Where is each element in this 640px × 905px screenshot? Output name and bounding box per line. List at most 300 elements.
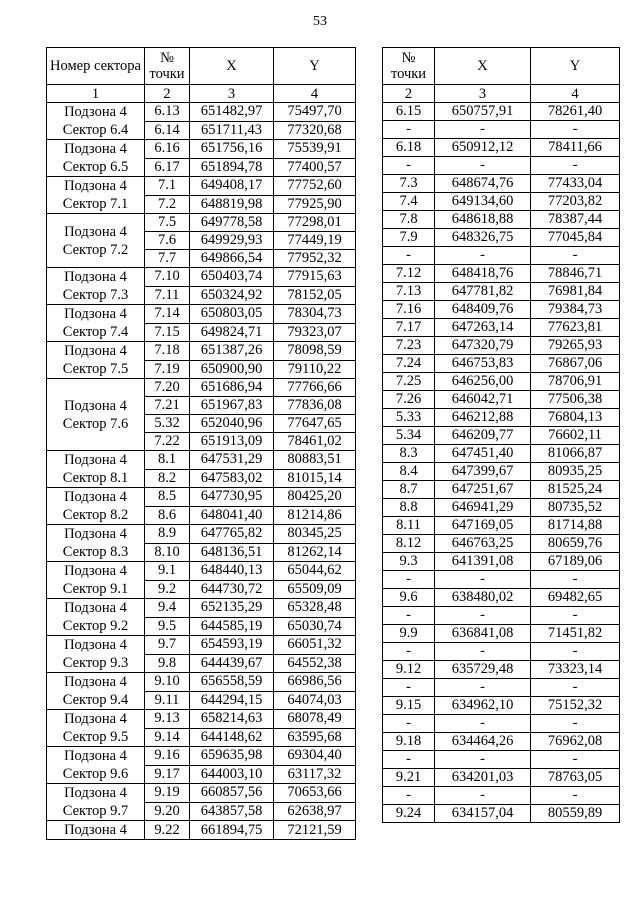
point-number-cell: 7.21 <box>145 397 190 415</box>
x-coordinate-cell: 660857,56 <box>190 784 274 803</box>
y-coordinate-cell: 65044,62 <box>274 562 356 581</box>
y-coordinate-cell: - <box>531 787 620 805</box>
sector-name-line: Подзона 4 <box>64 269 127 285</box>
y-coordinate-cell: 71451,82 <box>531 625 620 643</box>
x-coordinate-cell: 651387,26 <box>190 342 274 361</box>
x-coordinate-cell: 651482,97 <box>190 103 274 122</box>
sector-name-cell <box>47 103 145 140</box>
y-coordinate-cell: 65509,09 <box>274 580 356 599</box>
point-number-cell: 8.3 <box>383 445 435 463</box>
y-coordinate-cell: 76962,08 <box>531 733 620 751</box>
y-coordinate-cell: 77925,90 <box>274 195 356 214</box>
table-row <box>47 784 356 803</box>
x-coordinate-cell: 644439,67 <box>190 654 274 673</box>
point-number-cell: - <box>383 121 435 139</box>
sector-name-line: Подзона 4 <box>64 637 127 653</box>
y-coordinate-cell: 77400,57 <box>274 158 356 177</box>
point-number-cell: 9.10 <box>145 673 190 692</box>
table-row <box>383 607 620 625</box>
point-number-cell: 8.1 <box>145 451 190 470</box>
header-sector-number: Номер сектора <box>47 48 145 85</box>
y-coordinate-cell: - <box>531 643 620 661</box>
left-coordinates-table <box>46 47 356 840</box>
x-coordinate-cell: 644294,15 <box>190 691 274 710</box>
sector-name-cell <box>47 525 145 562</box>
x-coordinate-cell: 649134,60 <box>435 193 531 211</box>
point-number-cell: 5.34 <box>383 427 435 445</box>
column-number-1: 1 <box>47 85 145 103</box>
table-row <box>47 214 356 232</box>
x-coordinate-cell: 648674,76 <box>435 175 531 193</box>
point-number-cell: 6.18 <box>383 139 435 157</box>
x-coordinate-cell: 651894,78 <box>190 158 274 177</box>
sector-name-cell <box>47 747 145 784</box>
y-coordinate-cell: 78261,40 <box>531 103 620 121</box>
table-row <box>383 247 620 265</box>
y-coordinate-cell: - <box>531 679 620 697</box>
x-coordinate-cell: 648041,40 <box>190 506 274 525</box>
x-coordinate-cell: 634464,26 <box>435 733 531 751</box>
point-number-cell: - <box>383 607 435 625</box>
x-coordinate-cell: 644730,72 <box>190 580 274 599</box>
y-coordinate-cell: 78763,05 <box>531 769 620 787</box>
sector-name-cell <box>47 268 145 305</box>
sector-name-cell <box>47 784 145 821</box>
point-number-cell: - <box>383 247 435 265</box>
y-coordinate-cell: 78411,66 <box>531 139 620 157</box>
point-number-cell: 8.9 <box>145 525 190 544</box>
y-coordinate-cell: 76981,84 <box>531 283 620 301</box>
table-row <box>47 268 356 287</box>
y-coordinate-cell: 63595,68 <box>274 728 356 747</box>
x-coordinate-cell: - <box>435 787 531 805</box>
point-number-cell: 9.8 <box>145 654 190 673</box>
point-number-cell: 7.13 <box>383 283 435 301</box>
x-coordinate-cell: 651686,94 <box>190 379 274 397</box>
point-number-cell: - <box>383 679 435 697</box>
y-coordinate-cell: 79323,07 <box>274 323 356 342</box>
y-coordinate-cell: 80659,76 <box>531 535 620 553</box>
point-number-cell: 7.19 <box>145 360 190 379</box>
y-coordinate-cell: 80425,20 <box>274 488 356 507</box>
right-coordinates-table <box>382 47 620 823</box>
y-coordinate-cell: 77915,63 <box>274 268 356 287</box>
x-coordinate-cell: 651711,43 <box>190 121 274 140</box>
sector-name-line: Подзона 4 <box>64 223 127 240</box>
table-row <box>383 103 620 121</box>
point-number-cell: 7.4 <box>383 193 435 211</box>
point-number-cell: - <box>383 571 435 589</box>
table-row <box>47 488 356 507</box>
sector-name-line: Сектор 9.3 <box>62 655 129 671</box>
point-number-cell: 9.11 <box>145 691 190 710</box>
table-row <box>383 157 620 175</box>
header-point-number: № точки <box>383 48 435 85</box>
y-coordinate-cell: 78098,59 <box>274 342 356 361</box>
x-coordinate-cell: 648136,51 <box>190 543 274 562</box>
table-row <box>383 265 620 283</box>
x-coordinate-cell: 647169,05 <box>435 517 531 535</box>
point-number-cell: 7.15 <box>145 323 190 342</box>
point-number-cell: - <box>383 751 435 769</box>
y-coordinate-cell: 77647,65 <box>274 415 356 433</box>
point-number-cell: 6.13 <box>145 103 190 122</box>
x-coordinate-cell: 647263,14 <box>435 319 531 337</box>
x-coordinate-cell: 641391,08 <box>435 553 531 571</box>
x-coordinate-cell: 650900,90 <box>190 360 274 379</box>
y-coordinate-cell: 77836,08 <box>274 397 356 415</box>
x-coordinate-cell: - <box>435 751 531 769</box>
y-coordinate-cell: 75539,91 <box>274 140 356 159</box>
point-number-cell: 7.18 <box>145 342 190 361</box>
point-number-cell: 7.17 <box>383 319 435 337</box>
x-coordinate-cell: 648326,75 <box>435 229 531 247</box>
x-coordinate-cell: - <box>435 571 531 589</box>
sector-name-line: Подзона 4 <box>64 306 127 322</box>
sector-name-cell <box>47 673 145 710</box>
x-coordinate-cell: 647730,95 <box>190 488 274 507</box>
right-table-body <box>383 103 620 823</box>
sector-name-cell <box>47 599 145 636</box>
x-coordinate-cell: 644585,19 <box>190 617 274 636</box>
point-number-cell: 9.18 <box>383 733 435 751</box>
point-number-cell: 7.6 <box>145 232 190 250</box>
point-number-cell: 6.14 <box>145 121 190 140</box>
y-coordinate-cell: 78706,91 <box>531 373 620 391</box>
sector-name-line: Сектор 9.6 <box>62 766 129 782</box>
point-number-cell: 7.9 <box>383 229 435 247</box>
y-coordinate-cell: 66051,32 <box>274 636 356 655</box>
y-coordinate-cell: 70653,66 <box>274 784 356 803</box>
y-coordinate-cell: 69482,65 <box>531 589 620 607</box>
y-coordinate-cell: - <box>531 715 620 733</box>
y-coordinate-cell: 68078,49 <box>274 710 356 729</box>
x-coordinate-cell: 651967,83 <box>190 397 274 415</box>
point-number-cell: 6.17 <box>145 158 190 177</box>
y-coordinate-cell: 77203,82 <box>531 193 620 211</box>
point-number-cell: 8.11 <box>383 517 435 535</box>
header-y: Y <box>531 48 620 85</box>
y-coordinate-cell: 72121,59 <box>274 821 356 840</box>
y-coordinate-cell: 75497,70 <box>274 103 356 122</box>
sector-name-line: Подзона 4 <box>64 141 127 157</box>
point-number-cell: 7.8 <box>383 211 435 229</box>
x-coordinate-cell: 646209,77 <box>435 427 531 445</box>
x-coordinate-cell: 649866,54 <box>190 250 274 268</box>
column-number-2: 2 <box>145 85 190 103</box>
x-coordinate-cell: 654593,19 <box>190 636 274 655</box>
point-number-cell: 9.16 <box>145 747 190 766</box>
y-coordinate-cell: 78461,02 <box>274 433 356 451</box>
table-row <box>383 355 620 373</box>
point-number-cell: 7.10 <box>145 268 190 287</box>
table-row <box>47 821 356 840</box>
column-number-3: 3 <box>435 85 531 103</box>
sector-name-line: Подзона 4 <box>64 489 127 505</box>
x-coordinate-cell: 647781,82 <box>435 283 531 301</box>
sector-name-line: Подзона 4 <box>64 711 127 727</box>
y-coordinate-cell: 80935,25 <box>531 463 620 481</box>
point-number-cell: - <box>383 715 435 733</box>
x-coordinate-cell: 649778,58 <box>190 214 274 232</box>
x-coordinate-cell: 652135,29 <box>190 599 274 618</box>
table-row <box>47 379 356 397</box>
y-coordinate-cell: 77752,60 <box>274 177 356 196</box>
y-coordinate-cell: 77623,81 <box>531 319 620 337</box>
y-coordinate-cell: 80883,51 <box>274 451 356 470</box>
point-number-cell: 8.5 <box>145 488 190 507</box>
x-coordinate-cell: 652040,96 <box>190 415 274 433</box>
x-coordinate-cell: 650757,91 <box>435 103 531 121</box>
table-row <box>383 643 620 661</box>
point-number-cell: - <box>383 643 435 661</box>
y-coordinate-cell: - <box>531 571 620 589</box>
sector-name-line: Сектор 9.5 <box>62 729 129 745</box>
x-coordinate-cell: 638480,02 <box>435 589 531 607</box>
table-row <box>383 589 620 607</box>
y-coordinate-cell: 77320,68 <box>274 121 356 140</box>
sector-name-line: Сектор 7.1 <box>62 196 129 212</box>
x-coordinate-cell: 648440,13 <box>190 562 274 581</box>
x-coordinate-cell: 646212,88 <box>435 409 531 427</box>
point-number-cell: 9.24 <box>383 805 435 823</box>
x-coordinate-cell: 648409,76 <box>435 301 531 319</box>
table-row <box>383 481 620 499</box>
x-coordinate-cell: 649824,71 <box>190 323 274 342</box>
x-coordinate-cell: 636841,08 <box>435 625 531 643</box>
y-coordinate-cell: 65030,74 <box>274 617 356 636</box>
point-number-cell: 9.21 <box>383 769 435 787</box>
sector-name-line: Подзона 4 <box>64 785 127 801</box>
table-row <box>383 409 620 427</box>
y-coordinate-cell: 77952,32 <box>274 250 356 268</box>
y-coordinate-cell: 77766,66 <box>274 379 356 397</box>
point-number-cell: 5.33 <box>383 409 435 427</box>
x-coordinate-cell: 647399,67 <box>435 463 531 481</box>
point-number-cell: 7.22 <box>145 433 190 451</box>
y-coordinate-cell: 79110,22 <box>274 360 356 379</box>
point-number-cell: 7.5 <box>145 214 190 232</box>
point-number-cell: 8.7 <box>383 481 435 499</box>
point-number-cell: 9.22 <box>145 821 190 840</box>
x-coordinate-cell: 650403,74 <box>190 268 274 287</box>
y-coordinate-cell: 80345,25 <box>274 525 356 544</box>
x-coordinate-cell: 661894,75 <box>190 821 274 840</box>
sector-name-line: Сектор 7.3 <box>62 287 129 303</box>
table-row <box>383 319 620 337</box>
point-number-cell: 7.23 <box>383 337 435 355</box>
y-coordinate-cell: - <box>531 247 620 265</box>
point-number-cell: 8.4 <box>383 463 435 481</box>
x-coordinate-cell: 647251,67 <box>435 481 531 499</box>
table-row <box>383 427 620 445</box>
point-number-cell: 7.14 <box>145 305 190 324</box>
y-coordinate-cell: 78387,44 <box>531 211 620 229</box>
sector-name-cell <box>47 636 145 673</box>
y-coordinate-cell: 81525,24 <box>531 481 620 499</box>
point-number-cell: 9.7 <box>145 636 190 655</box>
point-number-cell: 7.11 <box>145 286 190 305</box>
x-coordinate-cell: 646941,29 <box>435 499 531 517</box>
x-coordinate-cell: 649408,17 <box>190 177 274 196</box>
sector-name-cell <box>47 821 145 840</box>
table-row <box>383 283 620 301</box>
y-coordinate-cell: 65328,48 <box>274 599 356 618</box>
sector-name-line: Сектор 9.4 <box>62 692 129 708</box>
table-row <box>47 140 356 159</box>
table-row <box>383 373 620 391</box>
point-number-cell: 7.7 <box>145 250 190 268</box>
table-row <box>383 625 620 643</box>
sector-name-line: Подзона 4 <box>64 104 127 120</box>
point-number-cell: 9.20 <box>145 802 190 821</box>
x-coordinate-cell: 647451,40 <box>435 445 531 463</box>
x-coordinate-cell: 650324,92 <box>190 286 274 305</box>
point-number-cell: 8.10 <box>145 543 190 562</box>
table-row <box>47 562 356 581</box>
x-coordinate-cell: 650912,12 <box>435 139 531 157</box>
y-coordinate-cell: 76602,11 <box>531 427 620 445</box>
table-row <box>383 751 620 769</box>
point-number-cell: 9.1 <box>145 562 190 581</box>
point-number-cell: 8.2 <box>145 469 190 488</box>
table-row <box>383 193 620 211</box>
sector-name-line: Подзона 4 <box>64 674 127 690</box>
header-point-number: № точки <box>145 48 190 85</box>
sector-name-line: Сектор 9.2 <box>62 618 129 634</box>
sector-name-cell <box>47 305 145 342</box>
x-coordinate-cell: 651913,09 <box>190 433 274 451</box>
y-coordinate-cell: 78304,73 <box>274 305 356 324</box>
point-number-cell: 7.2 <box>145 195 190 214</box>
point-number-cell: 9.9 <box>383 625 435 643</box>
y-coordinate-cell: 80559,89 <box>531 805 620 823</box>
y-coordinate-cell: 81262,14 <box>274 543 356 562</box>
x-coordinate-cell: 634962,10 <box>435 697 531 715</box>
x-coordinate-cell: 643857,58 <box>190 802 274 821</box>
x-coordinate-cell: - <box>435 643 531 661</box>
y-coordinate-cell: 76867,06 <box>531 355 620 373</box>
point-number-cell: - <box>383 157 435 175</box>
sector-name-line: Подзона 4 <box>64 452 127 468</box>
point-number-cell: 7.16 <box>383 301 435 319</box>
table-row <box>383 391 620 409</box>
sector-name-cell <box>47 562 145 599</box>
y-coordinate-cell: 75152,32 <box>531 697 620 715</box>
x-coordinate-cell: 648618,88 <box>435 211 531 229</box>
y-coordinate-cell: 64074,03 <box>274 691 356 710</box>
x-coordinate-cell: 647320,79 <box>435 337 531 355</box>
table-row <box>383 679 620 697</box>
point-number-cell: 9.14 <box>145 728 190 747</box>
y-coordinate-cell: 77433,04 <box>531 175 620 193</box>
table-row <box>383 445 620 463</box>
point-number-cell: 8.12 <box>383 535 435 553</box>
point-number-cell: 9.13 <box>145 710 190 729</box>
sector-name-line: Подзона 4 <box>64 563 127 579</box>
sector-name-cell <box>47 177 145 214</box>
y-coordinate-cell: 81214,86 <box>274 506 356 525</box>
sector-name-line: Сектор 8.3 <box>62 544 129 560</box>
point-number-cell: 9.17 <box>145 765 190 784</box>
sector-name-cell <box>47 379 145 451</box>
table-row <box>383 535 620 553</box>
y-coordinate-cell: 81714,88 <box>531 517 620 535</box>
y-coordinate-cell: 81015,14 <box>274 469 356 488</box>
x-coordinate-cell: 658214,63 <box>190 710 274 729</box>
x-coordinate-cell: 635729,48 <box>435 661 531 679</box>
x-coordinate-cell: - <box>435 157 531 175</box>
point-number-cell: 9.19 <box>145 784 190 803</box>
table-row <box>47 599 356 618</box>
x-coordinate-cell: 646042,71 <box>435 391 531 409</box>
y-coordinate-cell: 77045,84 <box>531 229 620 247</box>
table-row <box>47 177 356 196</box>
y-coordinate-cell: 81066,87 <box>531 445 620 463</box>
column-number-3: 3 <box>190 85 274 103</box>
x-coordinate-cell: 644148,62 <box>190 728 274 747</box>
left-table-body <box>47 103 356 840</box>
x-coordinate-cell: - <box>435 679 531 697</box>
y-coordinate-cell: 76804,13 <box>531 409 620 427</box>
point-number-cell: 8.8 <box>383 499 435 517</box>
y-coordinate-cell: 66986,56 <box>274 673 356 692</box>
y-coordinate-cell: - <box>531 121 620 139</box>
table-row <box>383 139 620 157</box>
x-coordinate-cell: 647765,82 <box>190 525 274 544</box>
table-row <box>383 733 620 751</box>
point-number-cell: 9.15 <box>383 697 435 715</box>
sector-name-line: Подзона 4 <box>64 600 127 616</box>
point-number-cell: 9.3 <box>383 553 435 571</box>
sector-name-line: Сектор 7.5 <box>62 361 129 377</box>
x-coordinate-cell: - <box>435 715 531 733</box>
y-coordinate-cell: 69304,40 <box>274 747 356 766</box>
table-row <box>383 229 620 247</box>
sector-name-line: Подзона 4 <box>64 822 127 838</box>
x-coordinate-cell: 647531,29 <box>190 451 274 470</box>
x-coordinate-cell: 646256,00 <box>435 373 531 391</box>
table-row <box>383 787 620 805</box>
y-coordinate-cell: 63117,32 <box>274 765 356 784</box>
sector-name-cell <box>47 710 145 747</box>
table-row <box>47 451 356 470</box>
y-coordinate-cell: 77298,01 <box>274 214 356 232</box>
table-row <box>47 342 356 361</box>
point-number-cell: 9.2 <box>145 580 190 599</box>
table-row <box>383 517 620 535</box>
table-row <box>383 805 620 823</box>
y-coordinate-cell: 80735,52 <box>531 499 620 517</box>
point-number-cell: 9.6 <box>383 589 435 607</box>
page-number: 53 <box>313 14 327 29</box>
sector-name-line: Сектор 9.7 <box>62 803 129 819</box>
point-number-cell: - <box>383 787 435 805</box>
sector-name-line: Подзона 4 <box>64 748 127 764</box>
point-number-cell: 7.25 <box>383 373 435 391</box>
table-row <box>47 636 356 655</box>
y-coordinate-cell: 79265,93 <box>531 337 620 355</box>
point-number-cell: 7.1 <box>145 177 190 196</box>
y-coordinate-cell: 79384,73 <box>531 301 620 319</box>
x-coordinate-cell: 644003,10 <box>190 765 274 784</box>
table-row <box>47 103 356 122</box>
x-coordinate-cell: 650803,05 <box>190 305 274 324</box>
point-number-cell: 9.5 <box>145 617 190 636</box>
sector-name-line: Сектор 6.5 <box>62 159 129 175</box>
header-x: X <box>435 48 531 85</box>
table-row <box>383 553 620 571</box>
